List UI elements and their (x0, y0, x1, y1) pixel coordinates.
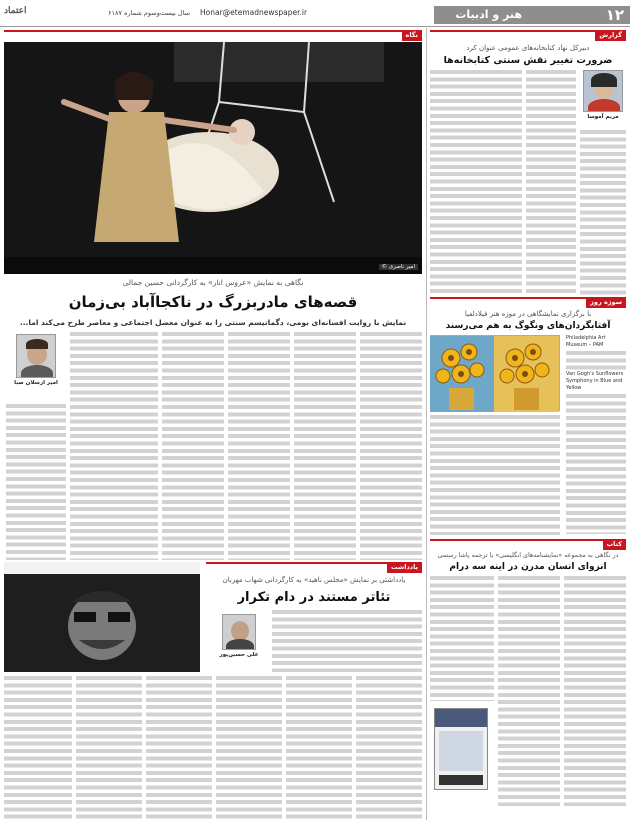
report-kicker: دبیرکل نهاد کتابخانه‌های عمومی عنوان کرد (466, 44, 590, 52)
newspaper-logo: اعتماد (4, 6, 27, 16)
main-tagbar (4, 30, 422, 40)
main-body-left (6, 332, 158, 560)
visual-tag: سوژه روز (586, 297, 626, 308)
main-author-box (6, 332, 66, 402)
theatre-photo (4, 42, 422, 274)
book-headline: انزوای انسان مدرن در اینه سه درام (449, 562, 607, 572)
main-story (4, 30, 422, 560)
second-author-name: علی حسین‌پور (219, 652, 259, 658)
second-kicker: یادداشتی بر نمایش «مجلس ناهید» به کارگردانی شهاب مهربان (222, 576, 406, 584)
main-headline: قصه‌های مادربزرگ در ناکجاآباد بی‌زمان (68, 293, 358, 311)
second-intro (206, 610, 422, 672)
second-tag: یادداشت (387, 562, 422, 573)
book-body (430, 576, 626, 806)
main-tag: نگاه (402, 30, 423, 41)
main-author-photo (16, 334, 56, 378)
second-tagbar (206, 562, 422, 572)
second-story (4, 562, 422, 820)
page-header (0, 0, 630, 26)
report-tag: گزارش (595, 30, 626, 41)
author-box (580, 70, 626, 128)
photo-credit: امیر ناصری © (379, 264, 418, 270)
museum-name: Philadelphia Art Museum – PAM (566, 335, 606, 348)
main-kicker: نگاهی به نمایش «عروس انار» به کارگردانی حسین جمالی (122, 278, 304, 287)
report-tagbar (430, 30, 626, 40)
section-title: هنر و ادبیات (455, 8, 522, 21)
book-tag: کتاب (603, 539, 626, 550)
author-name: مریم آموسا (587, 114, 619, 120)
painting-title: Van Gogh's Sunflowers (566, 371, 624, 377)
painting-subtitle: Symphony in Blue and Yellow (566, 378, 623, 391)
right-column (430, 30, 626, 820)
visual-body (430, 335, 626, 535)
main-author-name: امیر ارسلان صبا (14, 380, 58, 386)
section-email[interactable]: Honar@etemadnewspaper.ir (200, 8, 308, 17)
author-photo (583, 70, 623, 112)
sunflowers-painting (430, 335, 560, 411)
second-author-box (214, 614, 264, 658)
report-body (430, 70, 626, 295)
book-cover (434, 708, 488, 790)
header-rule (0, 26, 630, 27)
main-body (4, 332, 422, 560)
report-headline: ضرورت تغییر نقش سنتی کتابخانه‌ها (443, 55, 613, 66)
second-author-photo (222, 614, 256, 650)
dateline: سال بیست‌وسوم شماره ۶۱۸۷ (108, 9, 190, 17)
visual-kicker: با برگزاری نمایشگاهی در موزه هنر فیلادلفیا (464, 310, 592, 318)
sunflowers-illustration (430, 336, 559, 412)
theatre-scene (4, 42, 422, 274)
book-tagbar (430, 539, 626, 549)
section-band (434, 6, 630, 24)
page-number: ۱۲ (605, 6, 624, 24)
actor-photo (4, 562, 200, 672)
second-body (4, 676, 422, 820)
visual-headline: آفتابگردان‌های ونگوگ به هم می‌رسند (445, 321, 611, 331)
visual-tagbar (430, 297, 626, 307)
actor-portrait (4, 562, 200, 672)
book-kicker: در نگاهی به مجموعه «نمایشنامه‌های انگلیسی» با ترجمه پاشا رستمی (437, 552, 619, 559)
visual-text (566, 335, 626, 535)
second-headline: تئاتر مستند در دام تکرار (237, 590, 391, 605)
main-subheadline: نمایش با روایت افسانه‌ای بومی، دگماتیسم سنتی را به عنوان معضل اجتماعی و معاصر طرح می‌کند اما... (19, 318, 407, 327)
column-divider (426, 28, 427, 820)
